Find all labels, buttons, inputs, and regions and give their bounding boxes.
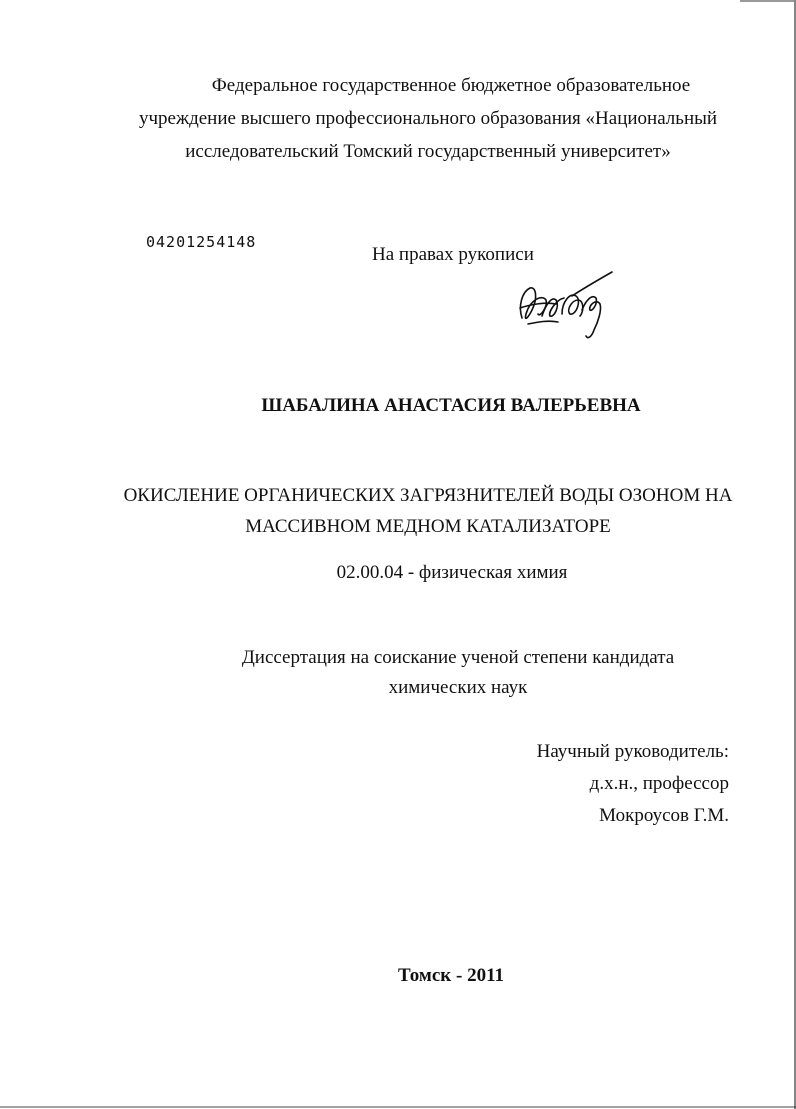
catalog-number: 04201254148 xyxy=(146,233,257,251)
institution-line-3: исследовательский Томский государственный университет» xyxy=(185,141,671,162)
place-year: Томск - 2011 xyxy=(397,965,505,986)
title-line-2: МАССИВНОМ МЕДНОМ КАТАЛИЗАТОРЕ xyxy=(245,516,611,537)
supervisor-credentials: д.х.н., профессор xyxy=(589,773,729,794)
scan-edge-top xyxy=(740,0,794,2)
supervisor-name: Мокроусов Г.М. xyxy=(599,805,729,826)
degree-line-1: Диссертация на соискание ученой степени кандидата xyxy=(241,647,675,668)
supervisor-label: Научный руководитель: xyxy=(536,741,729,762)
signature-image xyxy=(512,270,616,344)
specialty: 02.00.04 - физическая химия xyxy=(336,562,568,583)
author-name: ШАБАЛИНА АНАСТАСИЯ ВАЛЕРЬЕВНА xyxy=(261,395,641,416)
institution-line-2: учреждение высшего профессионального образования «Национальный xyxy=(138,108,718,129)
degree-line-2: химических наук xyxy=(388,677,528,698)
title-line-1: ОКИСЛЕНИЕ ОРГАНИЧЕСКИХ ЗАГРЯЗНИТЕЛЕЙ ВОДЫ ОЗОНОМ НА xyxy=(123,485,733,506)
manuscript-rights: На правах рукописи xyxy=(372,244,534,265)
scan-edge-bottom xyxy=(0,1106,796,1108)
institution-line-1: Федеральное государственное бюджетное образовательное xyxy=(211,75,691,96)
